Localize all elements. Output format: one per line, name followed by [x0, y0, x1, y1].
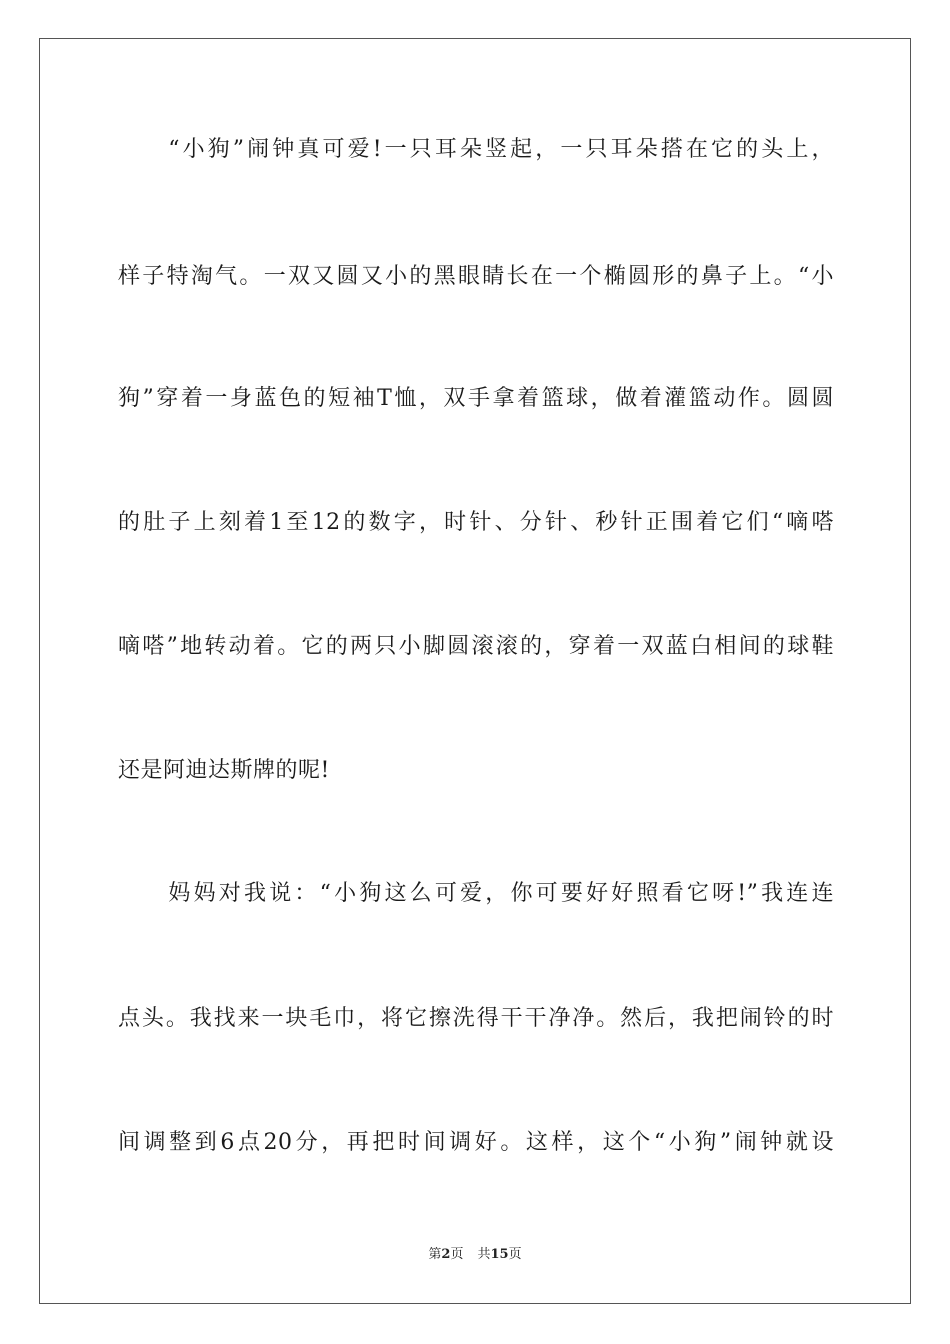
total-pages: 共15页 — [477, 1247, 522, 1262]
paragraph-line-4: 的肚子上刻着1至12的数字，时针、分针、秒针正围着它们“嘀嗒 — [118, 510, 834, 535]
page-footer — [0, 1246, 950, 1264]
paragraph-line-6: 还是阿迪达斯牌的呢! — [118, 758, 330, 783]
page-border — [39, 38, 911, 1304]
paragraph-line-8: 点头。我找来一块毛巾，将它擦洗得干干净净。然后，我把闹铃的时 — [118, 1006, 834, 1031]
paragraph-line-3: 狗”穿着一身蓝色的短袖T恤，双手拿着篮球，做着灌篮动作。圆圆 — [118, 386, 834, 411]
paragraph-line-2: 样子特淘气。一双又圆又小的黑眼睛长在一个椭圆形的鼻子上。“小 — [118, 264, 834, 289]
paragraph-line-1: “小狗”闹钟真可爱!一只耳朵竖起，一只耳朵搭在它的头上， — [118, 137, 834, 162]
paragraph-line-9: 间调整到6点20分，再把时间调好。这样，这个“小狗”闹钟就设 — [118, 1130, 834, 1155]
paragraph-line-7: 妈妈对我说：“小狗这么可爱，你可要好好照看它呀!”我连连 — [118, 881, 834, 906]
page-number: 第2页 — [428, 1247, 464, 1262]
paragraph-line-5: 嘀嗒”地转动着。它的两只小脚圆滚滚的，穿着一双蓝白相间的球鞋 — [118, 634, 834, 659]
